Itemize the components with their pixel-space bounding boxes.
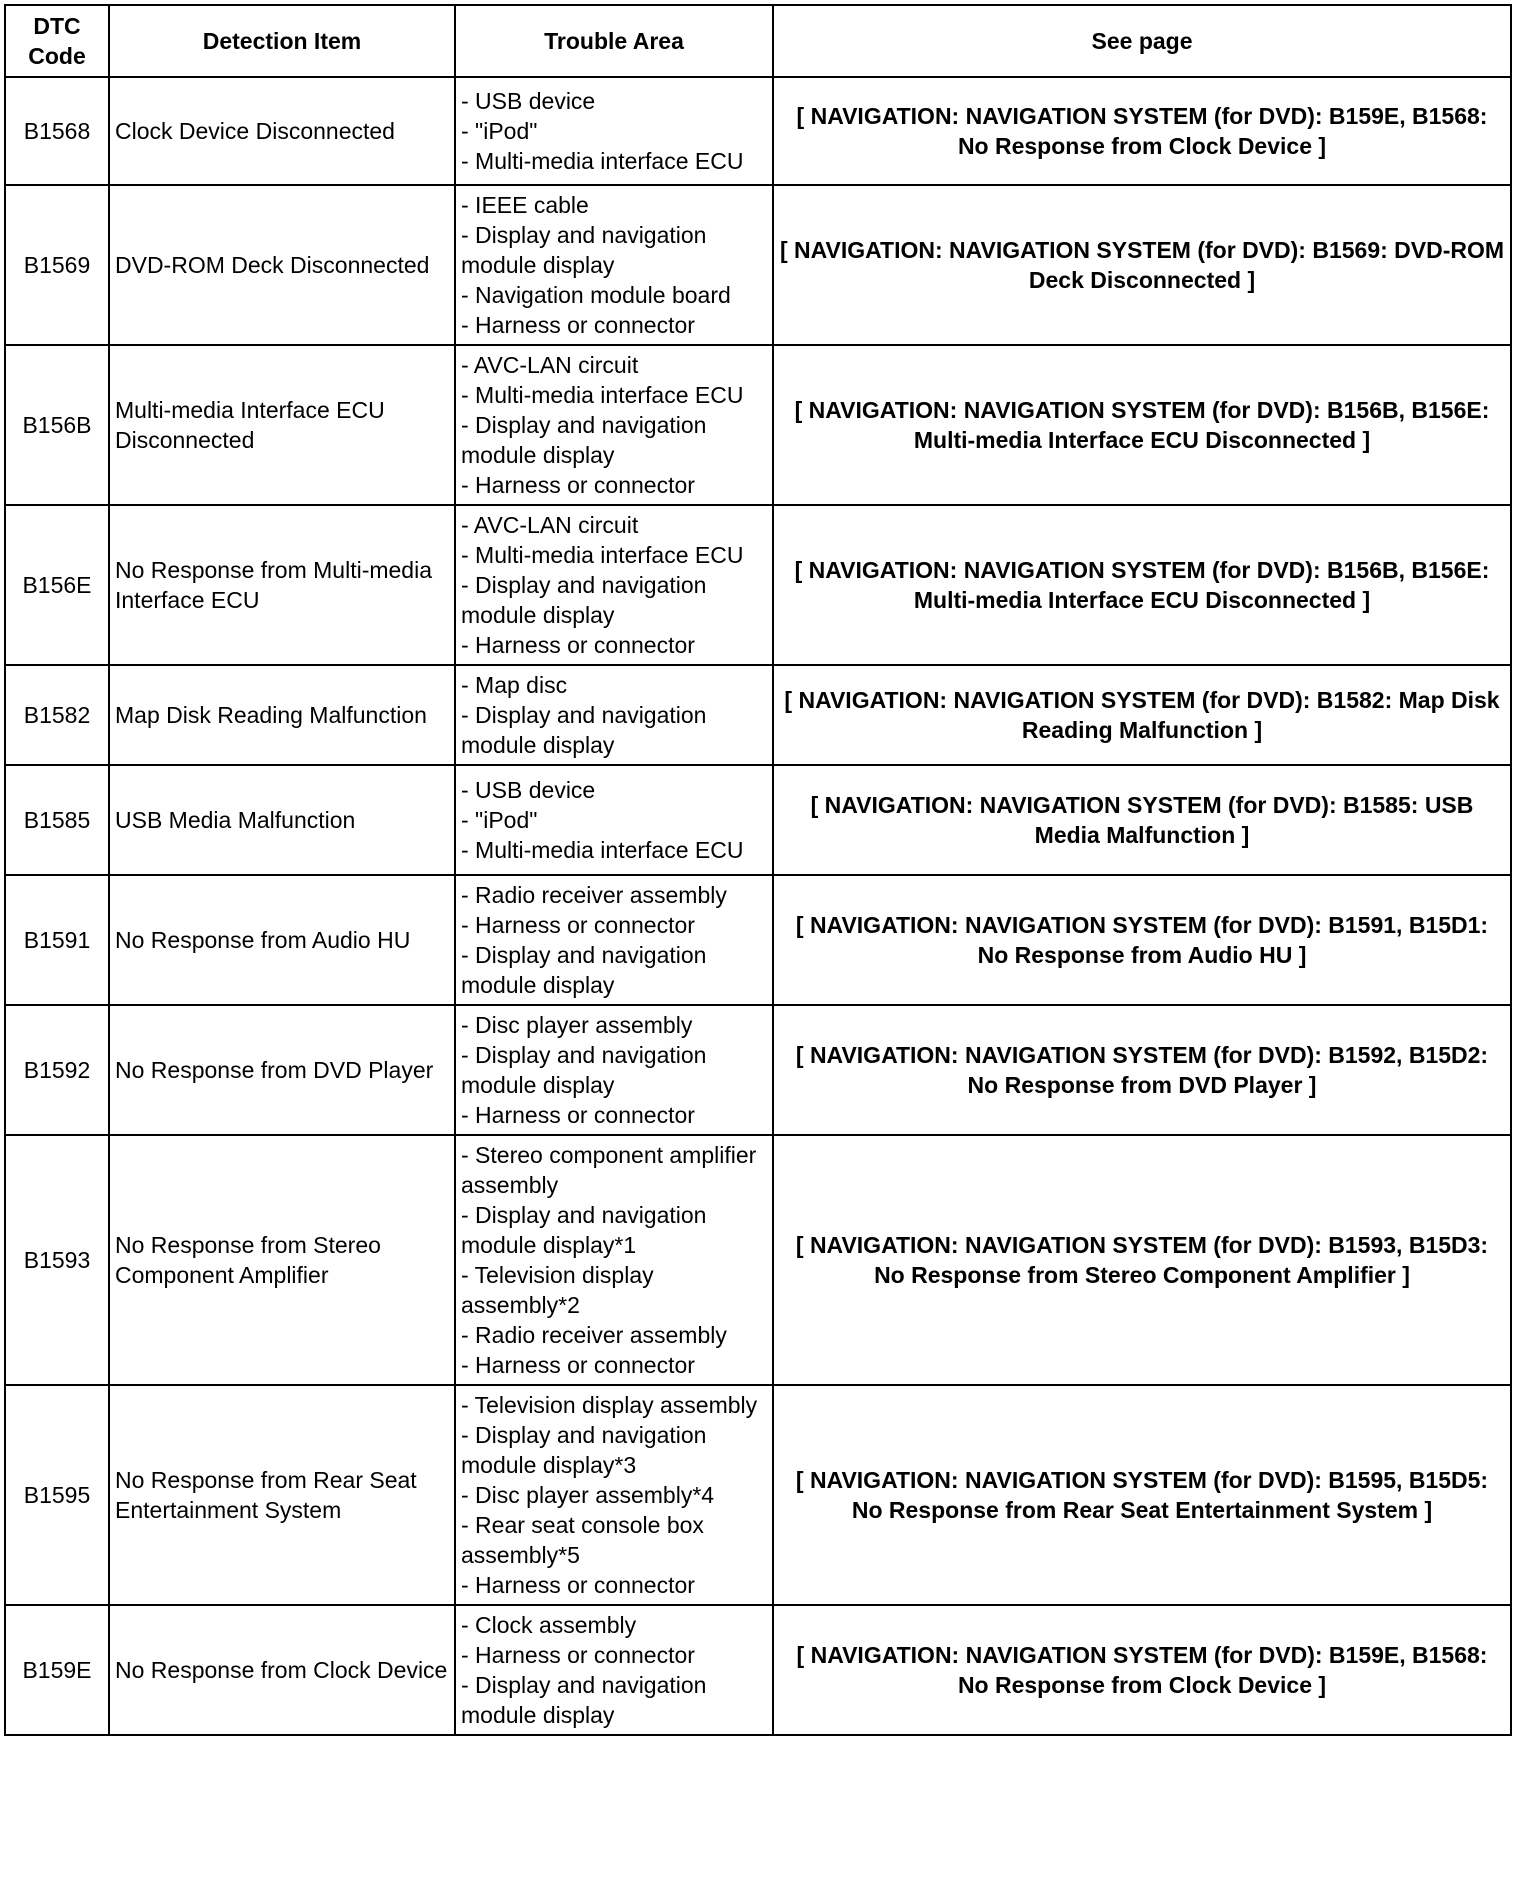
trouble-area-item: - IEEE cable (461, 192, 589, 218)
dtc-code-cell: B1582 (5, 665, 109, 765)
trouble-area-item: - Rear seat console box assembly*5 (461, 1512, 704, 1568)
header-see-page: See page (773, 5, 1511, 77)
trouble-area-item: - USB device (461, 88, 596, 114)
trouble-area-item: - "iPod" (461, 118, 538, 144)
trouble-area-item: - Harness or connector (461, 1572, 695, 1598)
detection-item-cell: USB Media Malfunction (109, 765, 455, 875)
trouble-area-item: - AVC-LAN circuit (461, 352, 639, 378)
trouble-area-cell (455, 765, 773, 875)
detection-item-cell: No Response from Stereo Component Amplifier (109, 1135, 455, 1385)
table-body (5, 77, 1511, 1735)
trouble-area-item: - Harness or connector (461, 1102, 695, 1128)
trouble-area-cell (455, 505, 773, 665)
trouble-area-cell (455, 345, 773, 505)
dtc-code-cell: B156E (5, 505, 109, 665)
trouble-area-item: - "iPod" (461, 807, 538, 833)
trouble-area-item: - Display and navigation module display*1 (461, 1202, 707, 1258)
see-page-link[interactable]: [ NAVIGATION: NAVIGATION SYSTEM (for DVD): B156B, B156E: Multi-media Interface ECU Disconnected ] (773, 345, 1511, 505)
table-header-row (5, 5, 1511, 77)
trouble-area-item: - Disc player assembly*4 (461, 1482, 715, 1508)
trouble-area-cell (455, 185, 773, 345)
table-row (5, 185, 1511, 345)
trouble-area-cell (455, 1135, 773, 1385)
trouble-area-item: - Multi-media interface ECU (461, 382, 744, 408)
trouble-area-cell (455, 665, 773, 765)
table-row (5, 1135, 1511, 1385)
detection-item-cell: Multi-media Interface ECU Disconnected (109, 345, 455, 505)
table-row (5, 875, 1511, 1005)
trouble-area-item: - USB device (461, 777, 596, 803)
trouble-area-cell (455, 77, 773, 185)
trouble-area-item: - Display and navigation module display (461, 1672, 707, 1728)
trouble-area-item: - Harness or connector (461, 1642, 695, 1668)
trouble-area-item: - Display and navigation module display (461, 412, 707, 468)
table-row (5, 1005, 1511, 1135)
trouble-area-item: - Disc player assembly (461, 1012, 693, 1038)
see-page-link[interactable]: [ NAVIGATION: NAVIGATION SYSTEM (for DVD): B1582: Map Disk Reading Malfunction ] (773, 665, 1511, 765)
detection-item-cell: No Response from Audio HU (109, 875, 455, 1005)
trouble-area-item: - Harness or connector (461, 312, 695, 338)
dtc-code-cell: B1593 (5, 1135, 109, 1385)
table-row (5, 505, 1511, 665)
dtc-code-cell: B1585 (5, 765, 109, 875)
trouble-area-item: - Display and navigation module display (461, 1042, 707, 1098)
trouble-area-item: - Multi-media interface ECU (461, 542, 744, 568)
dtc-code-cell: B1592 (5, 1005, 109, 1135)
trouble-area-cell (455, 1605, 773, 1735)
trouble-area-item: - Harness or connector (461, 1352, 695, 1378)
table-row (5, 1605, 1511, 1735)
dtc-code-cell: B159E (5, 1605, 109, 1735)
dtc-code-cell: B156B (5, 345, 109, 505)
trouble-area-item: - Multi-media interface ECU (461, 837, 744, 863)
header-trouble-area: Trouble Area (455, 5, 773, 77)
table-row (5, 1385, 1511, 1605)
dtc-code-cell: B1568 (5, 77, 109, 185)
trouble-area-item: - Multi-media interface ECU (461, 148, 744, 174)
detection-item-cell: No Response from Rear Seat Entertainment System (109, 1385, 455, 1605)
header-detection-item: Detection Item (109, 5, 455, 77)
table-row (5, 765, 1511, 875)
detection-item-cell: DVD-ROM Deck Disconnected (109, 185, 455, 345)
trouble-area-item: - Television display assembly*2 (461, 1262, 654, 1318)
trouble-area-item: - Stereo component amplifier assembly (461, 1142, 757, 1198)
table-row (5, 345, 1511, 505)
table-row (5, 77, 1511, 185)
see-page-link[interactable]: [ NAVIGATION: NAVIGATION SYSTEM (for DVD): B1595, B15D5: No Response from Rear Seat Entertainment System ] (773, 1385, 1511, 1605)
see-page-link[interactable]: [ NAVIGATION: NAVIGATION SYSTEM (for DVD): B1585: USB Media Malfunction ] (773, 765, 1511, 875)
trouble-area-cell (455, 875, 773, 1005)
dtc-code-cell: B1569 (5, 185, 109, 345)
trouble-area-item: - Clock assembly (461, 1612, 637, 1638)
dtc-code-cell: B1591 (5, 875, 109, 1005)
see-page-link[interactable]: [ NAVIGATION: NAVIGATION SYSTEM (for DVD): B1569: DVD-ROM Deck Disconnected ] (773, 185, 1511, 345)
trouble-area-item: - Navigation module board (461, 282, 731, 308)
see-page-link[interactable]: [ NAVIGATION: NAVIGATION SYSTEM (for DVD): B1593, B15D3: No Response from Stereo Component Amplifier ] (773, 1135, 1511, 1385)
trouble-area-item: - Harness or connector (461, 632, 695, 658)
detection-item-cell: No Response from Clock Device (109, 1605, 455, 1735)
trouble-area-item: - AVC-LAN circuit (461, 512, 639, 538)
trouble-area-cell (455, 1005, 773, 1135)
header-dtc-code: DTC Code (5, 5, 109, 77)
trouble-area-item: - Harness or connector (461, 472, 695, 498)
trouble-area-item: - Map disc (461, 672, 568, 698)
see-page-link[interactable]: [ NAVIGATION: NAVIGATION SYSTEM (for DVD): B1591, B15D1: No Response from Audio HU ] (773, 875, 1511, 1005)
trouble-area-item: - Display and navigation module display (461, 222, 707, 278)
table-row (5, 665, 1511, 765)
see-page-link[interactable]: [ NAVIGATION: NAVIGATION SYSTEM (for DVD): B1592, B15D2: No Response from DVD Player ] (773, 1005, 1511, 1135)
trouble-area-item: - Display and navigation module display (461, 702, 707, 758)
detection-item-cell: Clock Device Disconnected (109, 77, 455, 185)
trouble-area-item: - Television display assembly (461, 1392, 758, 1418)
trouble-area-item: - Display and navigation module display*3 (461, 1422, 707, 1478)
see-page-link[interactable]: [ NAVIGATION: NAVIGATION SYSTEM (for DVD): B159E, B1568: No Response from Clock Device ] (773, 77, 1511, 185)
trouble-area-item: - Display and navigation module display (461, 942, 707, 998)
trouble-area-item: - Display and navigation module display (461, 572, 707, 628)
detection-item-cell: No Response from DVD Player (109, 1005, 455, 1135)
trouble-area-item: - Radio receiver assembly (461, 882, 727, 908)
detection-item-cell: No Response from Multi-media Interface ECU (109, 505, 455, 665)
trouble-area-item: - Radio receiver assembly (461, 1322, 727, 1348)
trouble-area-item: - Harness or connector (461, 912, 695, 938)
trouble-area-cell (455, 1385, 773, 1605)
see-page-link[interactable]: [ NAVIGATION: NAVIGATION SYSTEM (for DVD): B156B, B156E: Multi-media Interface ECU Disconnected ] (773, 505, 1511, 665)
see-page-link[interactable]: [ NAVIGATION: NAVIGATION SYSTEM (for DVD): B159E, B1568: No Response from Clock Device ] (773, 1605, 1511, 1735)
detection-item-cell: Map Disk Reading Malfunction (109, 665, 455, 765)
dtc-code-cell: B1595 (5, 1385, 109, 1605)
dtc-table (4, 4, 1512, 1736)
